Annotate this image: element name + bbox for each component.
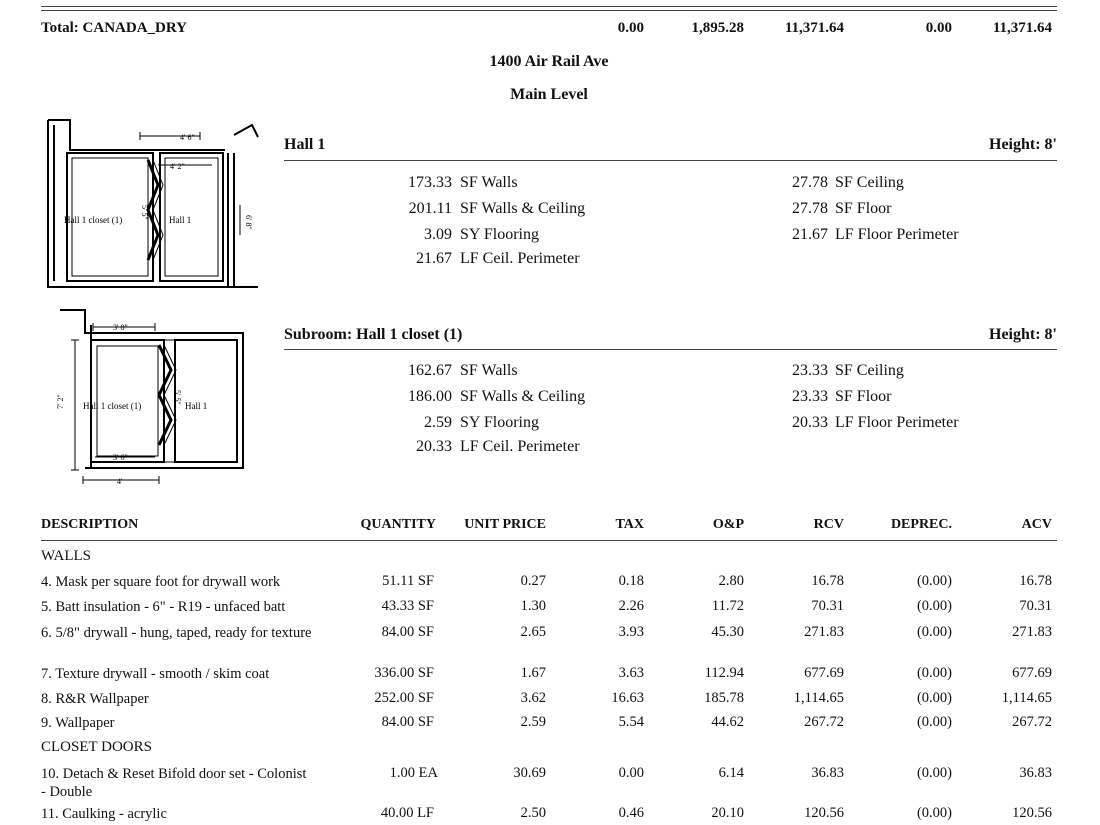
room-rule <box>284 349 1057 350</box>
row-acv: 36.83 <box>1019 765 1052 781</box>
row-unit-price: 30.69 <box>513 765 546 781</box>
closet-dim-bottom: 3' 6" <box>113 453 128 462</box>
row-quantity: 51.11 SF <box>382 573 434 589</box>
closet-room-label: Hall 1 <box>185 401 208 411</box>
row-tax: 2.26 <box>618 598 644 614</box>
row-rcv: 1,114.65 <box>793 690 844 706</box>
measure-label: SF Ceiling <box>835 362 904 379</box>
row-op: 6.14 <box>718 765 744 781</box>
col-deprec: DEPREC. <box>890 517 952 532</box>
measure-label: SY Flooring <box>460 414 539 431</box>
row-unit-price: 1.67 <box>520 665 546 681</box>
row-acv: 1,114.65 <box>1001 690 1052 706</box>
row-op: 112.94 <box>704 665 744 681</box>
row-description: 5. Batt insulation - 6" - R19 - unfaced batt <box>41 599 286 615</box>
measure-label: LF Floor Perimeter <box>835 226 959 243</box>
col-op: O&P <box>712 517 744 532</box>
measure-label: SF Ceiling <box>835 174 904 191</box>
row-quantity: 1.00 EA <box>389 765 438 781</box>
total-op: 1,895.28 <box>691 20 744 36</box>
measure-value: 162.67 <box>408 362 452 379</box>
row-tax: 0.46 <box>618 805 644 821</box>
col-acv: ACV <box>1021 517 1052 532</box>
hall-1-sketch <box>40 115 265 295</box>
row-acv: 70.31 <box>1019 598 1052 614</box>
row-quantity: 84.00 SF <box>381 624 434 640</box>
row-description: 9. Wallpaper <box>41 715 115 731</box>
row-description: 10. Detach & Reset Bifold door set - Colonist - Double <box>41 766 307 800</box>
room-rule <box>284 160 1057 161</box>
row-deprec: (0.00) <box>916 690 952 706</box>
measure-label: SF Floor <box>835 200 892 217</box>
row-unit-price: 2.50 <box>520 805 546 821</box>
row-tax: 5.54 <box>618 714 644 730</box>
row-tax: 0.18 <box>618 573 644 589</box>
row-deprec: (0.00) <box>916 714 952 730</box>
row-deprec: (0.00) <box>916 665 952 681</box>
measure-value: 21.67 <box>416 250 452 267</box>
closet-closet-label: Hall 1 closet (1) <box>83 401 142 411</box>
row-quantity: 84.00 SF <box>381 714 434 730</box>
row-unit-price: 0.27 <box>520 573 546 589</box>
row-op: 44.62 <box>711 714 744 730</box>
row-rcv: 271.83 <box>804 624 844 640</box>
measure-label: SF Walls & Ceiling <box>460 200 586 217</box>
measure-value: 201.11 <box>408 200 452 217</box>
closet-dim-height: 7' 2" <box>56 394 65 409</box>
row-unit-price: 1.30 <box>520 598 546 614</box>
measure-value: 23.33 <box>792 362 828 379</box>
address: 1400 Air Rail Ave <box>489 53 609 70</box>
col-rcv: RCV <box>813 517 844 532</box>
hall-1-dim-height: 6' 8" <box>244 215 253 230</box>
row-description: 6. 5/8" drywall - hung, taped, ready for texture <box>41 625 312 641</box>
hall-1-dim-width: 4' 6" <box>180 133 195 142</box>
row-quantity: 336.00 SF <box>374 665 434 681</box>
row-rcv: 677.69 <box>804 665 844 681</box>
measure-value: 3.09 <box>424 226 452 243</box>
section-walls: WALLS <box>41 548 91 564</box>
measure-value: 21.67 <box>792 226 828 243</box>
row-rcv: 70.31 <box>811 598 844 614</box>
hall-1-closet-label: Hall 1 closet (1) <box>64 215 123 225</box>
measure-label: SF Floor <box>835 388 892 405</box>
row-acv: 267.72 <box>1012 714 1052 730</box>
row-deprec: (0.00) <box>916 573 952 589</box>
measure-label: SF Walls <box>460 174 518 191</box>
row-quantity: 252.00 SF <box>374 690 434 706</box>
row-description: 7. Texture drywall - smooth / skim coat <box>41 666 270 682</box>
row-quantity: 40.00 LF <box>380 805 434 821</box>
measure-value: 23.33 <box>792 388 828 405</box>
measure-label: SF Walls <box>460 362 518 379</box>
header-rule <box>41 540 1057 541</box>
row-rcv: 16.78 <box>811 573 844 589</box>
row-op: 2.80 <box>718 573 744 589</box>
row-unit-price: 2.65 <box>520 624 546 640</box>
row-op: 20.10 <box>711 805 744 821</box>
row-deprec: (0.00) <box>916 624 952 640</box>
row-tax: 3.63 <box>618 665 644 681</box>
row-deprec: (0.00) <box>916 805 952 821</box>
row-quantity: 43.33 SF <box>381 598 434 614</box>
measure-label: LF Ceil. Perimeter <box>460 250 580 267</box>
total-acv: 11,371.64 <box>992 20 1052 36</box>
hall-1-dim-door: 5' 5" <box>140 205 149 220</box>
row-op: 45.30 <box>711 624 744 640</box>
measure-label: LF Ceil. Perimeter <box>460 438 580 455</box>
top-rule-2 <box>41 10 1057 11</box>
measure-value: 20.33 <box>416 438 452 455</box>
row-tax: 3.93 <box>618 624 644 640</box>
col-description: DESCRIPTION <box>41 517 139 532</box>
row-unit-price: 3.62 <box>520 690 546 706</box>
row-op: 11.72 <box>711 598 744 614</box>
row-acv: 271.83 <box>1012 624 1052 640</box>
level-title: Main Level <box>510 86 588 103</box>
row-deprec: (0.00) <box>916 598 952 614</box>
closet-dim-door: 5' 5" <box>173 390 182 405</box>
total-tax: 0.00 <box>617 20 644 36</box>
measure-label: SF Walls & Ceiling <box>460 388 586 405</box>
row-acv: 677.69 <box>1012 665 1052 681</box>
row-description: 11. Caulking - acrylic <box>41 806 167 822</box>
room-height: Height: 8' <box>989 136 1057 153</box>
row-rcv: 267.72 <box>804 714 844 730</box>
col-unit-price: UNIT PRICE <box>464 517 546 532</box>
closet-dim-top: 3' 8" <box>113 323 128 332</box>
row-description: 8. R&R Wallpaper <box>41 691 149 707</box>
col-tax: TAX <box>615 517 644 532</box>
measure-value: 186.00 <box>408 388 452 405</box>
row-tax: 16.63 <box>611 690 644 706</box>
row-rcv: 36.83 <box>811 765 844 781</box>
measure-value: 20.33 <box>792 414 828 431</box>
total-label: Total: CANADA_DRY <box>41 20 188 36</box>
row-rcv: 120.56 <box>804 805 844 821</box>
row-tax: 0.00 <box>618 765 644 781</box>
row-description: 4. Mask per square foot for drywall work <box>41 574 281 590</box>
row-op: 185.78 <box>704 690 744 706</box>
closet-sketch <box>55 305 250 490</box>
room-height: Height: 8' <box>989 326 1057 343</box>
row-acv: 120.56 <box>1012 805 1052 821</box>
measure-value: 27.78 <box>792 174 828 191</box>
row-acv: 16.78 <box>1019 573 1052 589</box>
room-title: Subroom: Hall 1 closet (1) <box>284 326 463 343</box>
top-rule-1 <box>41 6 1057 7</box>
closet-dim-overall: 4' <box>117 477 123 486</box>
total-rcv: 11,371.64 <box>784 20 844 36</box>
total-deprec: 0.00 <box>925 20 952 36</box>
col-quantity: QUANTITY <box>360 517 436 532</box>
measure-label: LF Floor Perimeter <box>835 414 959 431</box>
measure-value: 173.33 <box>408 174 452 191</box>
measure-value: 27.78 <box>792 200 828 217</box>
hall-1-room-label: Hall 1 <box>169 215 192 225</box>
hall-1-dim-inner: 4' 2" <box>170 162 185 171</box>
row-deprec: (0.00) <box>916 765 952 781</box>
measure-label: SY Flooring <box>460 226 539 243</box>
measure-value: 2.59 <box>424 414 452 431</box>
room-title: Hall 1 <box>284 136 326 153</box>
section-closet-doors: CLOSET DOORS <box>41 739 152 755</box>
row-unit-price: 2.59 <box>520 714 546 730</box>
